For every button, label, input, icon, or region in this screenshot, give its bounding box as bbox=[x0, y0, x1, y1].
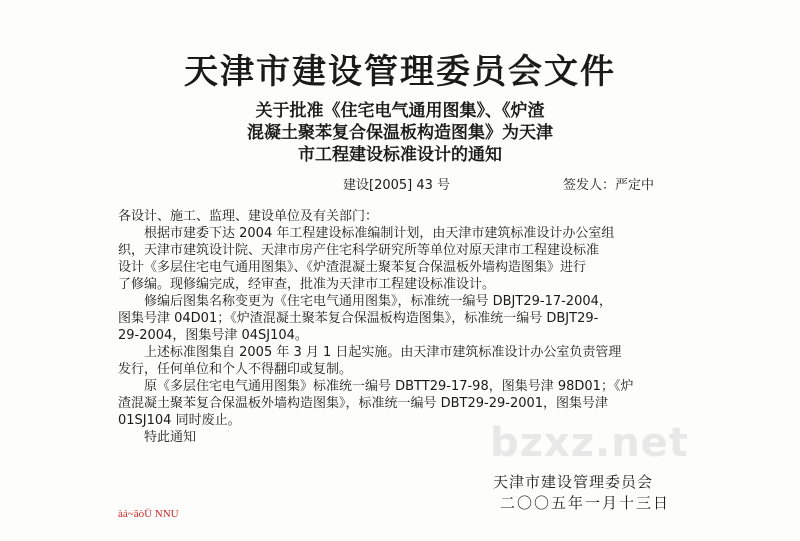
document-title: 天津市建设管理委员会文件 bbox=[184, 52, 616, 92]
body-line: 设计《多层住宅电气通用图集》、《炉渣混凝土聚苯复合保温板外墙构造图集》进行 bbox=[118, 260, 587, 275]
body-line: 上述标准图集自 2005 年 3 月 1 日起实施。由天津市建筑标准设计办公室负责管理 bbox=[118, 345, 622, 360]
issuer: 天津市建设管理委员会 bbox=[493, 473, 654, 491]
document-number: 建设[2005] 43 号 bbox=[343, 178, 451, 193]
body-line: 根据市建委下达 2004 年工程建设标准编制计划，由天津市建筑标准设计办公室组 bbox=[118, 226, 615, 241]
footer-mark: àá~âòÜ NNU bbox=[118, 508, 179, 520]
subject-line: 混凝土聚苯复合保温板构造图集》为天津 bbox=[247, 123, 553, 143]
body-line: 原《多层住宅电气通用图集》标准统一编号 DBTT29-17-98，图集号津 98D01；《炉 bbox=[118, 379, 634, 394]
issue-date: 二〇〇五年一月十三日 bbox=[500, 494, 671, 512]
body-line: 01SJ104 同时废止。 bbox=[118, 413, 241, 428]
closing-line: 特此通知 bbox=[118, 430, 197, 445]
body-line: 了修编。现修编完成，经审查，批准为天津市工程建设标准设计。 bbox=[118, 277, 496, 292]
body-line: 29-2004，图集号津 04SJ104。 bbox=[118, 328, 308, 343]
subject-line: 关于批准《住宅电气通用图集》、《炉渣 bbox=[255, 101, 545, 121]
document-body bbox=[118, 208, 698, 446]
watermark: bzxz.net bbox=[490, 420, 689, 466]
signer: 签发人：严定中 bbox=[563, 178, 655, 193]
body-line: 渣混凝土聚苯复合保温板外墙构造图集》，标准统一编号 DBT29-29-2001，图集号津 bbox=[118, 396, 609, 411]
salutation: 各设计、施工、监理、建设单位及有关部门： bbox=[118, 209, 379, 224]
document-subject bbox=[230, 100, 570, 166]
body-line: 图集号津 04D01；《炉渣混凝土聚苯复合保温板构造图集》，标准统一编号 DBJT29- bbox=[118, 311, 599, 326]
body-line: 发行，任何单位和个人不得翻印或复制。 bbox=[118, 362, 353, 377]
body-line: 织，天津市建筑设计院、天津市房产住宅科学研究所等单位对原天津市工程建设标准 bbox=[118, 243, 600, 258]
subject-line: 市工程建设标准设计的通知 bbox=[298, 145, 502, 165]
body-line: 修编后图集名称变更为《住宅电气通用图集》，标准统一编号 DBJT29-17-2004， bbox=[118, 294, 612, 309]
